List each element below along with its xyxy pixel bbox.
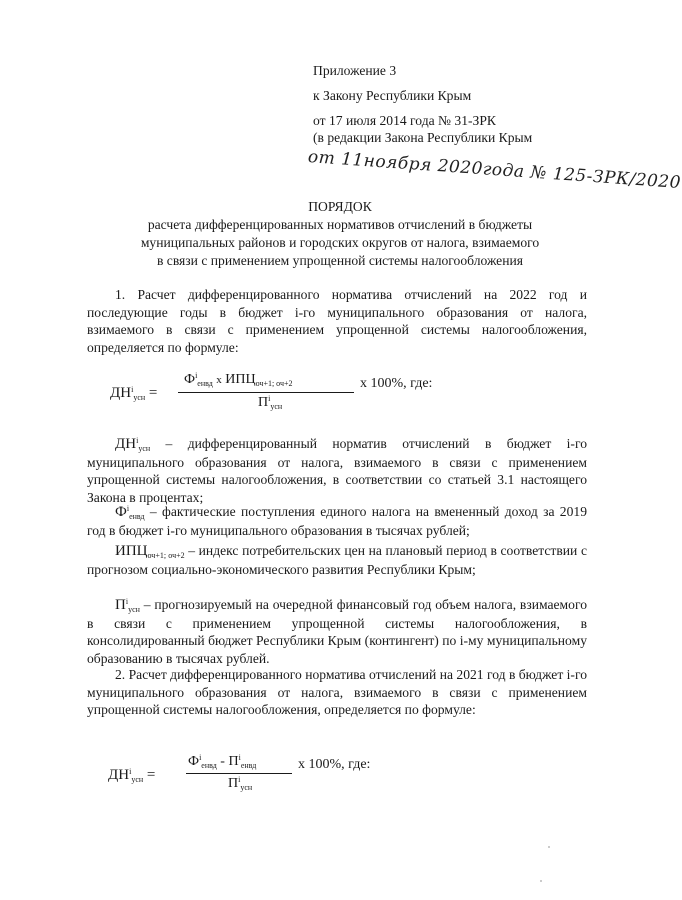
definition-f: $Ф^i_{енвд}$ – фактические поступления единого налога на вмененный доход за 2019 год в бюджет i-го муниципального образования в тысячах рублей; bbox=[87, 504, 587, 538]
definition-ipc: $ИПЦ_{оч+1; оч+2}$ – индекс потребительских цен на плановый период в соответствии с прогнозом социально-экономического развития Республики Крым; bbox=[87, 543, 587, 577]
section-2-text: 2. Расчет дифференцированного норматива отчислений на 2021 год в бюджет i-го муниципального образования от налога, взимаемого в связи с применением упрощенной системы налогообложения, определяется по формуле: bbox=[87, 667, 587, 718]
formula-1-denominator: $П^i_{усн}$ bbox=[258, 394, 283, 411]
handwritten-amendment: от 11ноября 2020года № 125-ЗРК/2020 bbox=[307, 147, 682, 194]
annex-line-4: (в редакции Закона Республики Крым bbox=[313, 130, 533, 145]
annex-line-3: от 17 июля 2014 года № 31-ЗРК bbox=[313, 113, 496, 128]
annex-line-1: Приложение 3 bbox=[313, 63, 397, 78]
title-line-1: расчета дифференцированных нормативов отчислений в бюджеты bbox=[147, 217, 533, 232]
title-heading: ПОРЯДОК bbox=[308, 199, 372, 214]
formula-2-lhs: $ДН^i_{усн}$ = bbox=[108, 767, 156, 784]
annex-line-2: к Закону Республики Крым bbox=[313, 88, 472, 103]
formula-1-numerator: $Ф^i_{енвд}$ х $ИПЦ_{оч+1; оч+2}$ bbox=[184, 371, 293, 388]
section-1-text: 1. Расчет дифференцированного норматива отчислений на 2022 год и последующие годы в бюджет i-го муниципального образования от налога, взимаемого в связи с применением упрощенной системы налогообложения, определяется по формуле: bbox=[87, 287, 587, 355]
formula-2-denominator: $П^i_{усн}$ bbox=[228, 775, 253, 792]
formula-1-lhs: $ДН^i_{усн}$ = bbox=[110, 385, 158, 402]
title-line-3: в связи с применением упрощенной системы налогообложения bbox=[156, 253, 524, 268]
formula-1-rhs: х 100%, где: bbox=[360, 376, 433, 391]
definition-p: $П^i_{усн}$ – прогнозируемый на очередной финансовый год объем налога, взимаемого в связи с применением упрощенной системы налогообложения, в консолидированный бюджет Республики Крым (контингент) по i-му муниципальному образованию в тысячах рублей. bbox=[87, 597, 587, 666]
formula-2-numerator: $Ф^i_{енвд} - П^i_{енвд}$ bbox=[188, 753, 257, 770]
definition-dn: $ДН^i_{усн}$ – дифференцированный норматив отчислений в бюджет i-го муниципального образования от налога, взимаемого в связи с применением упрощенной системы налогообложения, в соответствии со статьей 3.1 настоящего Закона в процентах; bbox=[87, 436, 587, 505]
formula-2-fraction-bar bbox=[186, 773, 292, 774]
scan-speck bbox=[548, 846, 550, 848]
scan-speck bbox=[540, 880, 542, 882]
formula-2-rhs: х 100%, где: bbox=[298, 757, 371, 772]
formula-1-fraction-bar bbox=[178, 392, 354, 393]
title-line-2: муниципальных районов и городских округов от налога, взимаемого bbox=[140, 235, 540, 250]
